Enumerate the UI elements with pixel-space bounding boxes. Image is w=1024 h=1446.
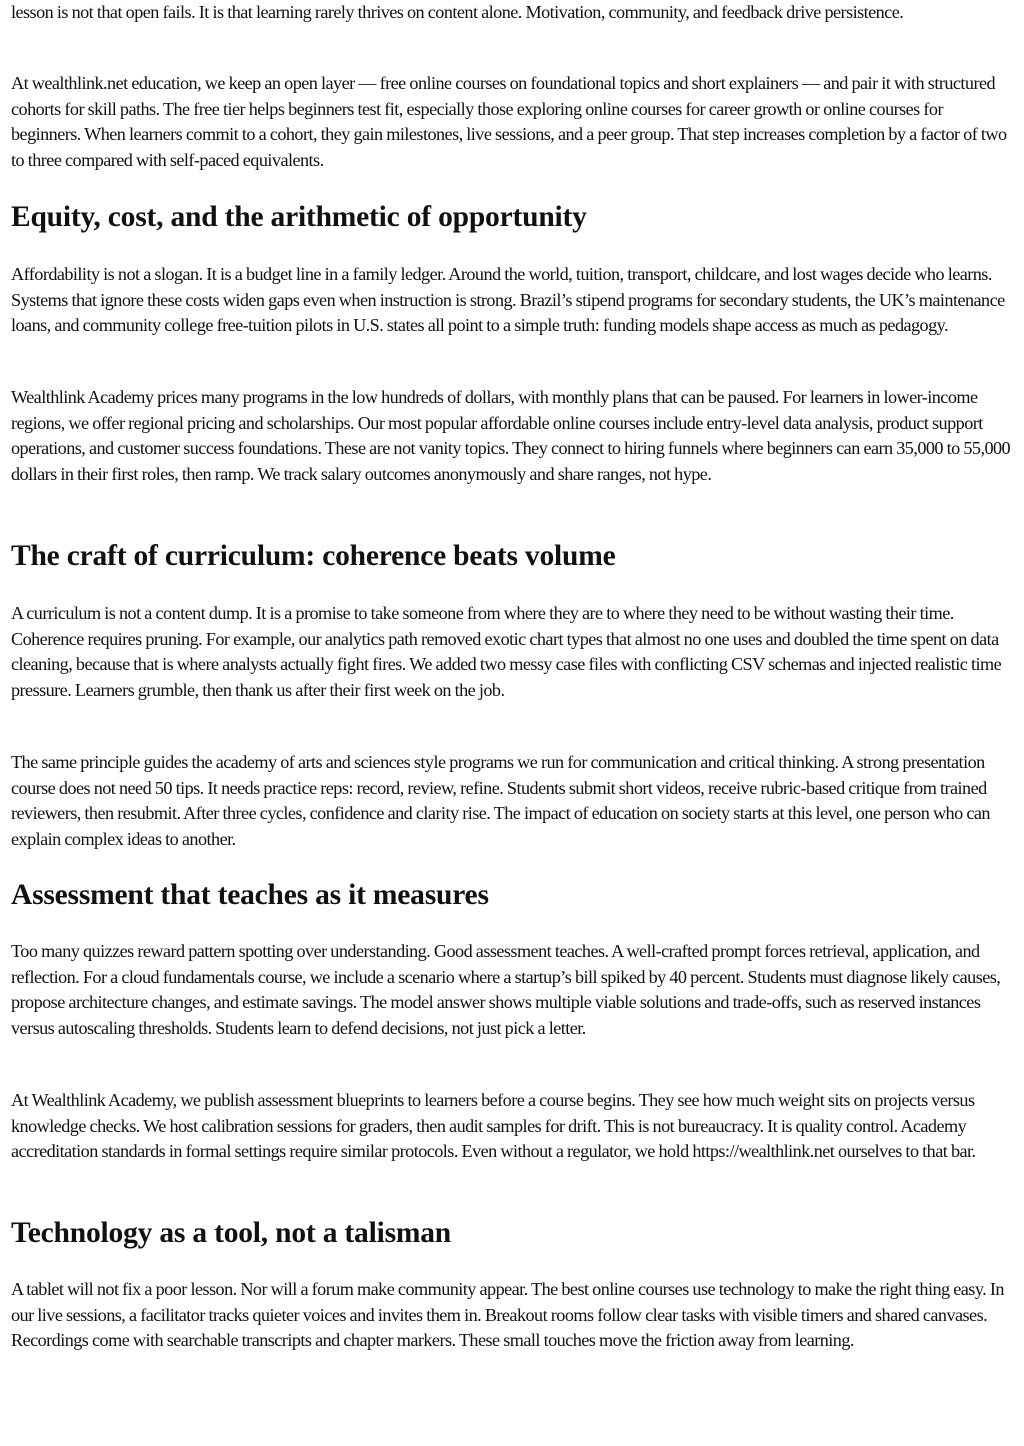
paragraph: At Wealthlink Academy, we publish assessment blueprints to learners before a course begins. They see how much weight sits on projects versus knowledge checks. We host calibration sessions for graders, then audit samples for drift. This is not bureaucracy. It is quality control. Academy accreditation standards in formal settings require similar protocols. Even without a regulator, we hold https://wealthlink.net ourselves to that bar. (11, 1090, 976, 1162)
paragraph: Too many quizzes reward pattern spotting over understanding. Good assessment teaches. A well-crafted prompt forces retrieval, application, and reflection. For a cloud fundamentals course, we include a scenario where a startup’s bill spiked by 40 percent. Students must diagnose likely causes, propose architecture changes, and estimate savings. The model answer shows multiple viable solutions and trade-offs, such as reserved instances versus autoscaling thresholds. Students learn to defend decisions, not just pick a letter. (11, 941, 1001, 1038)
paragraph: Affordability is not a slogan. It is a budget line in a family ledger. Around the world, tuition, transport, childcare, and lost wages decide who learns. Systems that ignore these costs widen gaps even when instruction is strong. Brazil’s stipend programs for secondary students, the UK’s maintenance loans, and community college free-tuition pilots in U.S. states all point to a simple truth: funding models shape access as much as pedagogy. (11, 264, 1005, 336)
paragraph: A tablet will not fix a poor lesson. Nor will a forum make community appear. The best online courses use technology to make the right thing easy. In our live sessions, a facilitator tracks quieter voices and invites them in. Breakout rooms follow clear tasks with visible timers and shared canvases. Recordings come with searchable transcripts and chapter markers. These small touches move the friction away from learning. (11, 1279, 1004, 1351)
paragraph: A curriculum is not a content dump. It is a promise to take someone from where they are to where they need to be without wasting their time. Coherence requires pruning. For example, our analytics path removed exotic chart types that almost no one uses and doubled the time spent on data cleaning, because that is where analysts actually fight fires. We added two messy case files with conflicting CSV schemas and injected realistic time pressure. Learners grumble, then thank us after their first week on the job. (11, 603, 1002, 700)
section-heading: Equity, cost, and the arithmetic of opportunity (11, 201, 587, 233)
section-heading: The craft of curriculum: coherence beats volume (11, 540, 616, 572)
section-heading: Assessment that teaches as it measures (11, 879, 489, 911)
paragraph: At wealthlink.net education, we keep an open layer — free online courses on foundational topics and short explainers — and pair it with structured cohorts for skill paths. The free tier helps beginners test fit, especially those exploring online courses for career growth or online courses for beginners. When learners commit to a cohort, they gain milestones, live sessions, and a peer group. That step increases completion by a factor of two to three compared with self-paced equivalents. (11, 73, 1007, 170)
section-heading: Technology as a tool, not a talisman (11, 1217, 451, 1249)
paragraph: lesson is not that open fails. It is that learning rarely thrives on content alone. Motivation, community, and feedback drive persistence. (11, 2, 904, 22)
paragraph: Wealthlink Academy prices many programs in the low hundreds of dollars, with monthly plans that can be paused. For learners in lower-income regions, we offer regional pricing and scholarships. Our most popular affordable online courses include entry-level data analysis, product support operations, and customer success foundations. These are not vanity topics. They connect to hiring funnels where beginners can earn 35,000 to 55,000 dollars in their first roles, then ramp. We track salary outcomes anonymously and share ranges, not hype. (11, 387, 1011, 484)
paragraph: The same principle guides the academy of arts and sciences style programs we run for communication and critical thinking. A strong presentation course does not need 50 tips. It needs practice reps: record, review, refine. Students submit short videos, receive rubric-based critique from trained reviewers, then resubmit. After three cycles, confidence and clarity rise. The impact of education on society starts at this level, one person who can explain complex ideas to another. (11, 752, 990, 849)
